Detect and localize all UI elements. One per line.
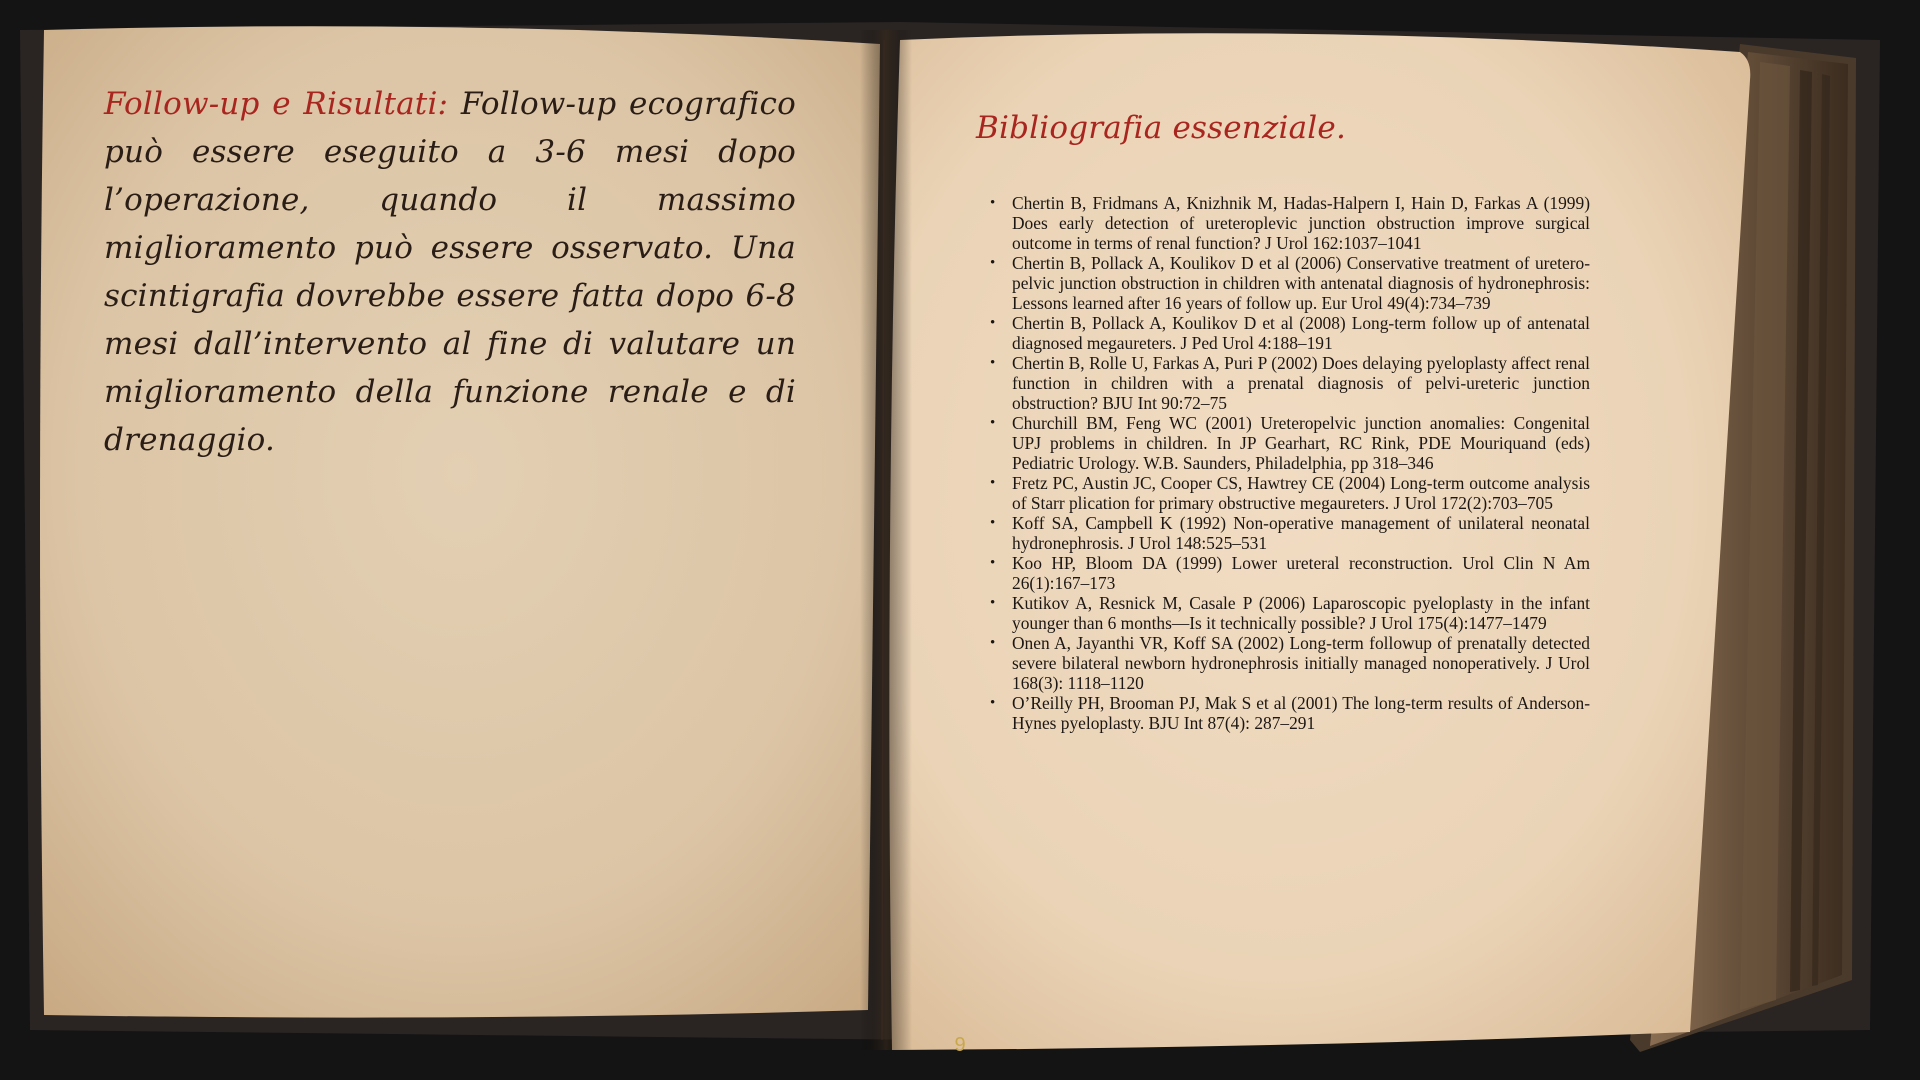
- reference-text: Chertin B, Fridmans A, Knizhnik M, Hadas-Halpern I, Hain D, Farkas A (1999) Does early detection of ureteroplevic junction obstruction improve surgical outcome in terms of renal function? J Urol 162:1037–1041: [1012, 193, 1590, 253]
- reference-item: [990, 313, 1590, 353]
- reference-text: Koff SA, Campbell K (1992) Non-operative management of unilateral neonatal hydronephrosis. J Urol 148:525–531: [1012, 513, 1590, 553]
- reference-item: [990, 193, 1590, 253]
- reference-text: Churchill BM, Feng WC (2001) Ureteropelvic junction anomalies: Congenital UPJ problems in children. In JP Gearhart, RC Rink, PDE Mouriquand (eds) Pediatric Urology. W.B. Saunders, Philadelphia, pp 318–346: [1012, 413, 1590, 473]
- reference-item: [990, 413, 1590, 473]
- reference-text: Chertin B, Pollack A, Koulikov D et al (2008) Long-term follow up of antenatal diagnosed megaureters. J Ped Urol 4:188–191: [1012, 313, 1590, 353]
- reference-item: [990, 633, 1590, 693]
- bullet-icon: •: [990, 415, 996, 431]
- reference-item: [990, 593, 1590, 633]
- bullet-icon: •: [990, 475, 996, 491]
- bullet-icon: •: [990, 255, 996, 271]
- reference-text: Chertin B, Rolle U, Farkas A, Puri P (2002) Does delaying pyeloplasty affect renal function in children with a prenatal diagnosis of pelvi-ureteric junction obstruction? BJU Int 90:72–75: [1012, 353, 1590, 413]
- follow-up-heading: Follow-up e Risultati:: [104, 86, 449, 122]
- reference-text: Onen A, Jayanthi VR, Koff SA (2002) Long-term followup of prenatally detected severe bilateral newborn hydronephrosis initially managed nonoperatively. J Urol 168(3): 1118–1120: [1012, 633, 1590, 693]
- bullet-icon: •: [990, 595, 996, 611]
- reference-text: Chertin B, Pollack A, Koulikov D et al (2006) Conservative treatment of uretero-pelvic junction obstruction in children with antenatal diagnosis of hydronephrosis: Lessons learned after 16 years of follow up. Eur Urol 49(4):734–739: [1012, 253, 1590, 313]
- bullet-icon: •: [990, 195, 996, 211]
- reference-item: [990, 353, 1590, 413]
- reference-text: O’Reilly PH, Brooman PJ, Mak S et al (2001) The long-term results of Anderson-Hynes pyeloplasty. BJU Int 87(4): 287–291: [1012, 693, 1590, 733]
- bibliography-title: Bibliografia essenziale.: [976, 110, 1347, 146]
- follow-up-body: Follow-up ecografico può essere eseguito a 3-6 mesi dopo l’operazione, quando il massimo miglioramento può essere osservato. Una scintigrafia dovrebbe essere fatta dopo 6-8 mesi dall’intervento al fine di valutare un miglioramento della funzione renale e di drenaggio.: [104, 86, 796, 458]
- reference-text: Kutikov A, Resnick M, Casale P (2006) Laparoscopic pyeloplasty in the infant younger than 6 months—Is it technically possible? J Urol 175(4):1477–1479: [1012, 593, 1590, 633]
- bullet-icon: •: [990, 515, 996, 531]
- reference-item: [990, 473, 1590, 513]
- bullet-icon: •: [990, 555, 996, 571]
- follow-up-paragraph: [104, 80, 796, 464]
- reference-text: Fretz PC, Austin JC, Cooper CS, Hawtrey CE (2004) Long-term outcome analysis of Starr plication for primary obstructive megaureters. J Urol 172(2):703–705: [1012, 473, 1590, 513]
- bullet-icon: •: [990, 315, 996, 331]
- bullet-icon: •: [990, 635, 996, 651]
- reference-item: [990, 553, 1590, 593]
- reference-list: [990, 193, 1590, 733]
- reference-text: Koo HP, Bloom DA (1999) Lower ureteral reconstruction. Urol Clin N Am 26(1):167–173: [1012, 553, 1590, 593]
- reference-item: [990, 693, 1590, 733]
- reference-item: [990, 253, 1590, 313]
- bullet-icon: •: [990, 695, 996, 711]
- bullet-icon: •: [990, 355, 996, 371]
- reference-item: [990, 513, 1590, 553]
- page-number: 9: [954, 1034, 966, 1056]
